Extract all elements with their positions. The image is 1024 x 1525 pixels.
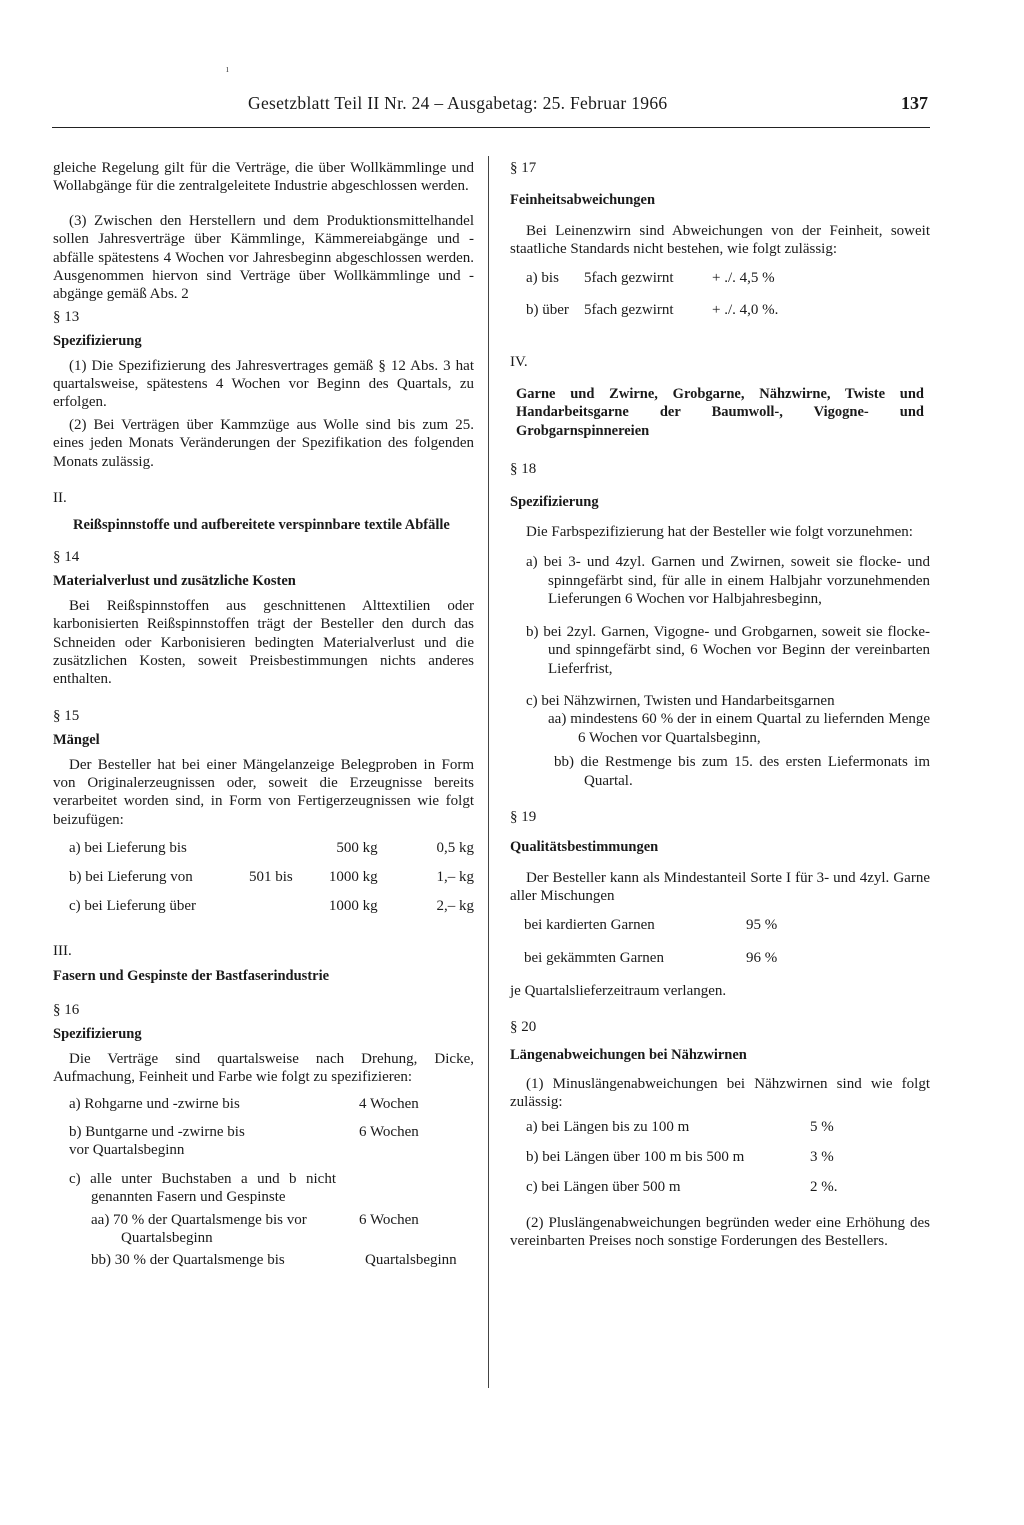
section-17: § 17 [510,160,537,176]
spec-aa-value: 6 Wochen [359,1211,419,1228]
section-13: § 13 [53,308,80,325]
part-3-heading: III. [53,943,72,960]
length-value: 2 %. [810,1178,838,1195]
section-19: § 19 [510,808,537,825]
section-20: § 20 [510,1018,537,1035]
fineness-value: + ./. 4,0 %. [712,301,779,318]
fineness-label: a) bis [526,269,559,286]
weight-label: a) bei Lieferung bis [69,840,187,857]
section-18-p: Die Farbspezifizierung hat der Besteller wie folgt vorzunehmen: [526,524,913,541]
spec-bb-label: bb) 30 % der Quartalsmenge bis [91,1252,285,1269]
left-column [53,159,474,1270]
section-18: § 18 [510,461,537,478]
spec-aa-label: aa) 70 % der Quartalsmenge bis vor Quartalsbeginn [91,1211,307,1247]
quality-value: 95 % [746,916,778,933]
right-column [510,159,930,1250]
section-18-c: c) bei Nähzwirnen, Twisten und Handarbeitsgarnen [526,692,835,709]
quality-row [510,916,930,949]
section-18-b: b) bei 2zyl. Garnen, Vigogne- und Grobgarnen, soweit sie flocke- und spinngefärbt sind, 6 Wochen vor Beginn der vereinbarten Lieferfrist, [526,623,930,677]
weight-from: 501 bis [248,869,293,886]
section-19-title: Qualitätsbestimmungen [510,839,659,856]
part-4-title: Garne und Zwirne, Grobgarne, Nähzwirne, Twiste und Handarbeitsgarne der Baumwoll-, Vigogne- und Grobgarnspinnereien [516,386,924,439]
part-2-heading: II. [53,490,67,507]
fineness-desc: 5fach gezwirnt [584,301,674,318]
part-2-title: Reißspinnstoffe und aufbereitete verspinnbare textile Abfälle [73,516,450,533]
fineness-desc: 5fach gezwirnt [584,269,674,286]
weight-label: b) bei Lieferung von [69,869,193,886]
weight-to: 1000 kg [328,869,378,886]
paragraph-continued: gleiche Regelung gilt für die Verträge, die über Wollkämmlinge und Wollabgänge für die zentralgeleitete Industrie abgeschlossen werden. [53,160,474,195]
spec-a-label: a) Rohgarne und -zwirne bis [69,1095,240,1112]
spec-row-a [53,1095,474,1113]
section-18-bb: bb) die Restmenge bis zum 15. des ersten Liefermonats im Quartal. [554,754,930,789]
spec-row-aa [53,1211,474,1248]
section-15-p: Der Besteller hat bei einer Mängelanzeige Belegproben in Form von Originalerzeugnissen oder, soweit die Erzeugnisse bereits verarbeitet worden sind, in Form von Fertigerzeugnissen wie folgt beizufügen: [53,756,474,828]
spec-b-value: 6 Wochen [359,1124,419,1141]
section-17-title: Feinheitsabweichungen [510,192,656,209]
length-value: 3 % [810,1148,834,1165]
spec-b-cont: vor Quartalsbeginn [69,1142,185,1159]
section-15-title: Mängel [53,732,100,749]
section-16: § 16 [53,1002,80,1018]
section-18-a: a) bei 3- und 4zyl. Garnen und Zwirnen, soweit sie flocke- und spinngefärbt sind, für alle in einem Halbjahr vorzunehmenden Lieferungen 6 Wochen vor Halbjahresbeginn, [526,554,930,608]
quality-row [510,949,930,982]
section-14: § 14 [53,548,80,565]
weight-value: 1,– kg [436,869,474,886]
paragraph-3: (3) Zwischen den Herstellern und dem Produktionsmittelhandel sollen Jahresverträge über Kämmlinge, Kämmereiabgänge und -abfälle spätestens 4 Wochen vor Jahresbeginn abgeschlossen werden. Ausgenommen hiervon sind Verträge über Wollkämmlinge und -abgänge gemäß Abs. 2 [53,212,474,303]
section-16-p: Die Verträge sind quartalsweise nach Drehung, Dicke, Aufmachung, Feinheit und Farbe wie folgt zu spezifizieren: [53,1050,474,1086]
fineness-row [510,269,930,301]
page-header [52,93,932,123]
section-14-title: Materialverlust und zusätzliche Kosten [53,573,296,590]
weight-to: 1000 kg [328,898,378,915]
section-16-title: Spezifizierung [53,1026,142,1043]
quality-label: bei kardierten Garnen [524,916,655,933]
length-row [510,1118,930,1148]
spec-a-value: 4 Wochen [359,1095,419,1112]
length-label: c) bei Längen über 500 m [526,1178,681,1195]
section-15: § 15 [53,707,80,724]
quality-value: 96 % [746,949,778,966]
section-18-aa: aa) mindestens 60 % der in einem Quartal zu liefernden Menge 6 Wochen vor Quartalsbeginn, [548,711,930,746]
fineness-value: + ./. 4,5 % [712,269,775,286]
part-4-heading: IV. [510,353,528,370]
weight-label: c) bei Lieferung über [69,898,197,915]
spec-row-bb [53,1251,474,1269]
header-title: Gesetzblatt Teil II Nr. 24 – Ausgabetag: 25. Februar 1966 [248,93,668,113]
scan-mark: ı [226,64,229,75]
length-row [510,1148,930,1178]
length-row [510,1178,930,1208]
section-20-p1: (1) Minuslängenabweichungen bei Nähzwirnen sind wie folgt zulässig: [510,1075,930,1111]
length-label: a) bei Längen bis zu 100 m [526,1118,690,1135]
spec-bb-value: Quartalsbeginn [365,1252,457,1269]
spec-row-b [53,1123,474,1141]
section-13-p2: (2) Bei Verträgen über Kammzüge aus Wolle sind bis zum 25. eines jeden Monats Veränderungen der Spezifikation des folgenden Monats zulässig. [53,416,474,470]
section-20-p2: (2) Pluslängenabweichungen begründen weder eine Erhöhung des vereinbarten Preises noch sonstige Forderungen des Bestellers. [510,1214,930,1249]
length-label: b) bei Längen über 100 m bis 500 m [526,1148,745,1165]
quality-label: bei gekämmten Garnen [524,949,664,966]
section-14-p: Bei Reißspinnstoffen aus geschnittenen Alttextilien oder karbonisierten Reißspinnstoffen trägt der Besteller den durch das Schneiden oder Karbonisieren bedingten Materialverlust und die zusätzlichen Kosten, soweit Preisbestimmungen nichts anderes enthalten. [53,597,474,688]
section-20-title: Längenabweichungen bei Nähzwirnen [510,1047,747,1064]
spec-b-label: b) Buntgarne und -zwirne bis [69,1124,245,1141]
header-rule [52,127,930,128]
column-divider [488,156,489,1388]
weight-table [53,839,474,926]
weight-to: 500 kg [336,840,378,857]
section-13-title: Spezifizierung [53,333,142,350]
spec-c: c) alle unter Buchstaben a und b nicht genannten Fasern und Gespinste [69,1170,336,1206]
part-3-title: Fasern und Gespinste der Bastfaserindustrie [53,967,330,984]
length-value: 5 % [810,1118,834,1135]
weight-value: 0,5 kg [436,840,474,857]
section-17-p: Bei Leinenzwirn sind Abweichungen von der Feinheit, soweit staatliche Standards nicht bestehen, wie folgt zulässig: [510,222,930,258]
weight-row [53,839,474,868]
fineness-row [510,301,930,333]
weight-row [53,868,474,897]
weight-row [53,897,474,926]
section-18-title: Spezifizierung [510,493,599,510]
weight-value: 2,– kg [436,898,474,915]
section-19-p2: je Quartalslieferzeitraum verlangen. [510,982,727,999]
section-19-p: Der Besteller kann als Mindestanteil Sorte I für 3- und 4zyl. Garne aller Mischungen [510,869,930,905]
section-13-p1: (1) Die Spezifizierung des Jahresvertrages gemäß § 12 Abs. 3 hat quartalsweise, spätestens 4 Wochen vor Beginn des Quartals, zu erfolgen. [53,357,474,411]
fineness-label: b) über [526,301,569,318]
page-number: 137 [901,93,928,113]
